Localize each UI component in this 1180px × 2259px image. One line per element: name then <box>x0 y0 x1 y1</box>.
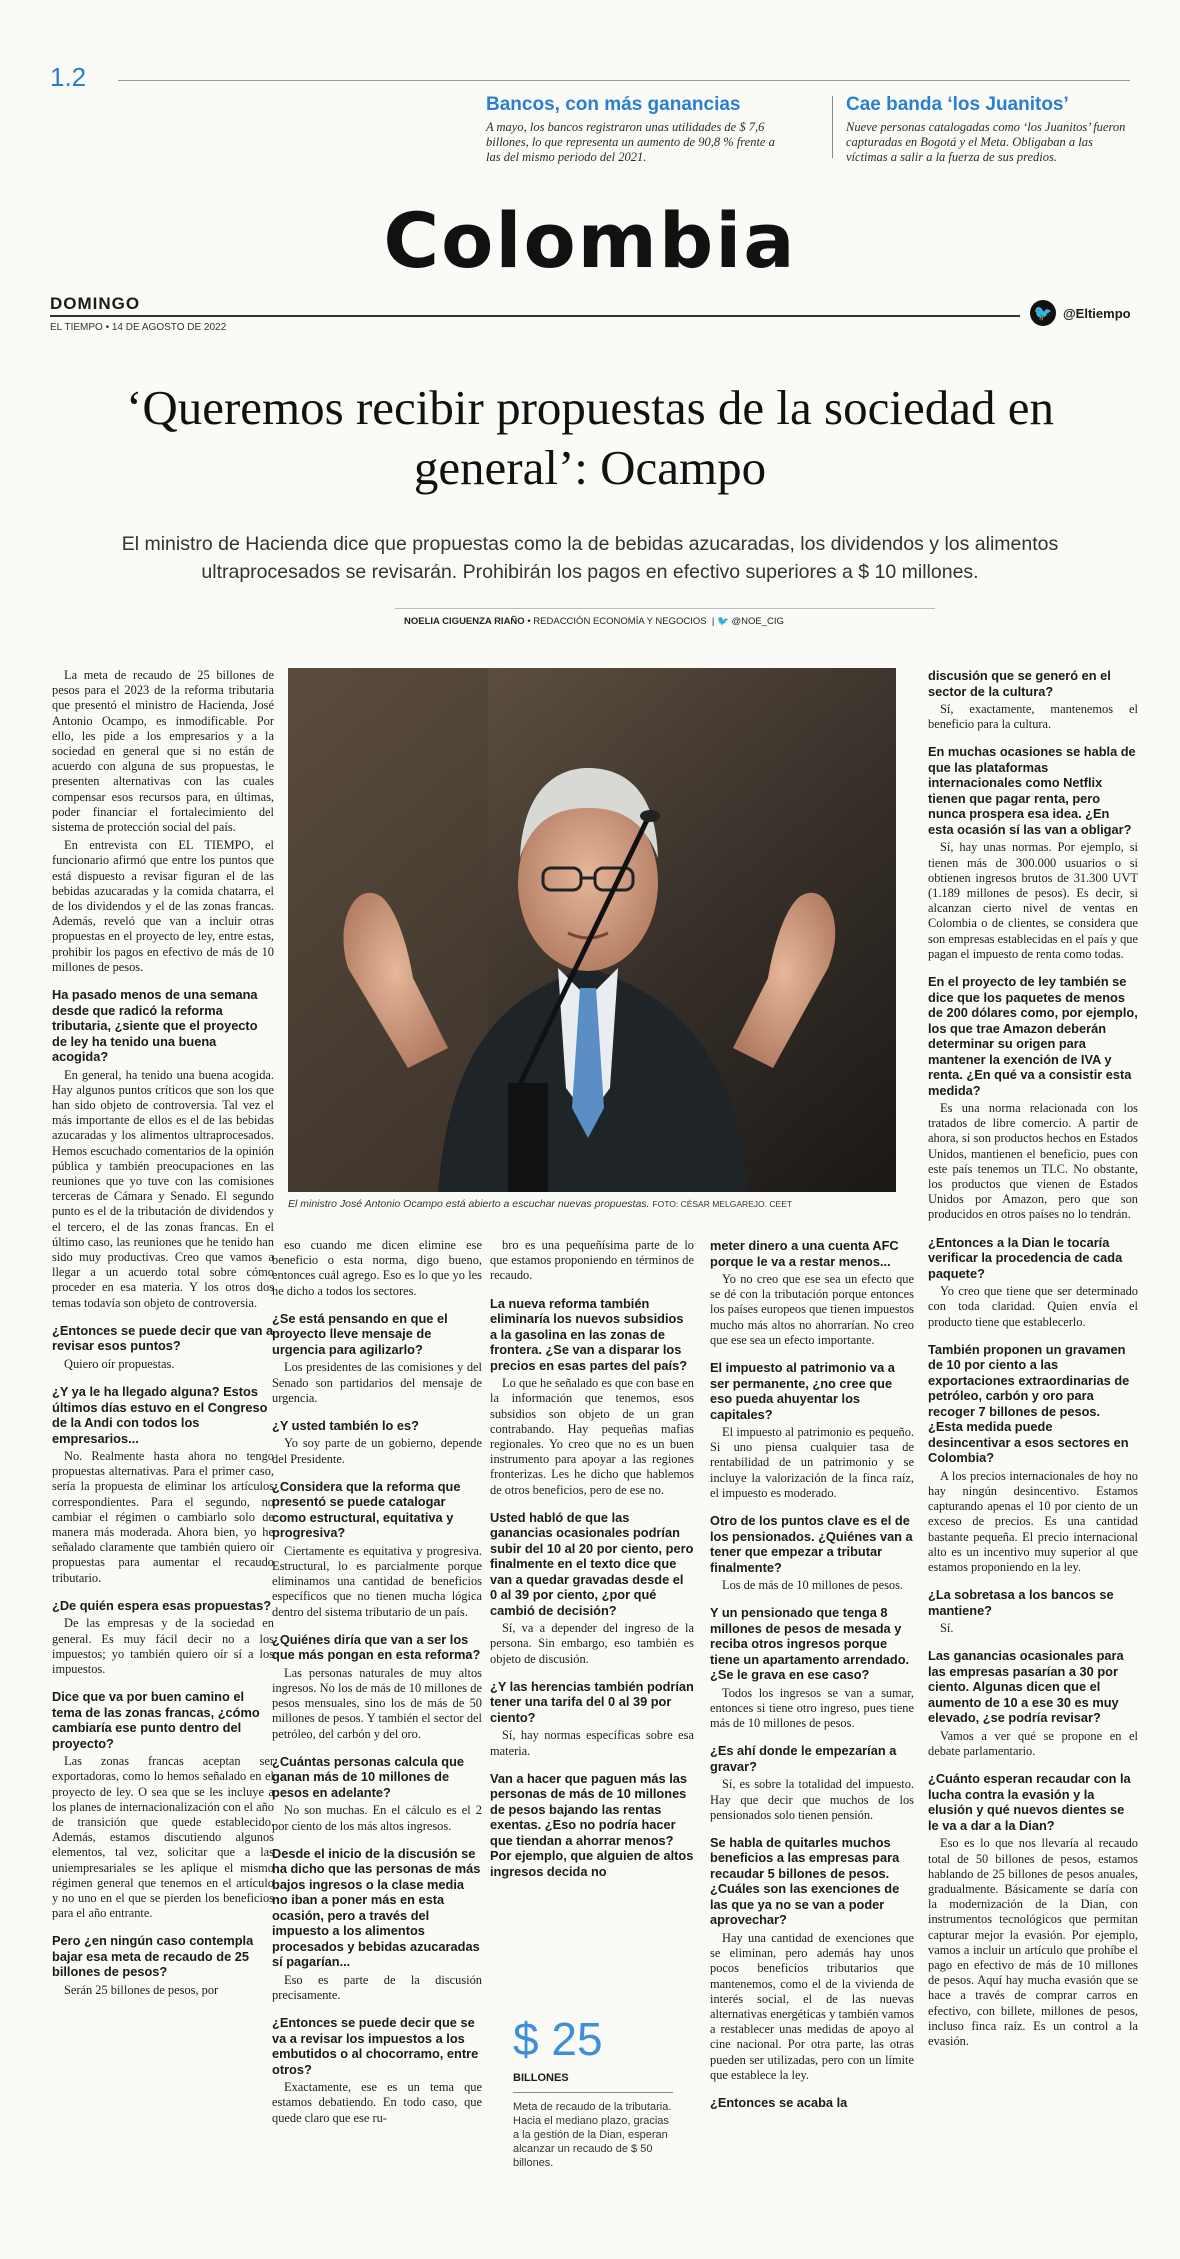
byline-desk: • REDACCIÓN ECONOMÍA Y NEGOCIOS <box>527 616 707 627</box>
body-paragraph: En general, ha tenido una buena acogida. Hay algunos puntos críticos que son los que han sido objeto de controversia. Tal vez el más importante de ellos es el de las bebidas azucaradas y los alimentos ultraprocesados. Hemos escuchado comentarios de la opinión pública y también preocupaciones en las reuniones que yo tuve con las comisiones terceras de Cámara y Senado. El segundo punto es el de la tributación de dividendos y el tercero, el de las zonas francas. En el último caso, las reuniones que he tenido han sido muy productivas. Creo que vamos a llegar a un acuerdo total sobre cómo proceder en esa materia. Y los otros dos temas todavía son objeto de controversia. <box>52 1067 274 1310</box>
teaser-title: Bancos, con más ganancias <box>486 94 741 115</box>
interview-question: Se habla de quitarles muchos beneficios a las empresas para recaudar 5 billones de pesos. ¿Cuáles son las exenciones de las que ya no se van a poder aprovechar? <box>710 1834 900 1928</box>
interview-question: Ha pasado menos de una semana desde que radicó la reforma tributaria, ¿siente que el proyecto de ley ha tenido una buena acogida? <box>52 987 258 1065</box>
teaser-text: A mayo, los bancos registraron unas utilidades de $ 7,6 billones, lo que representa un aumento de 90,8 % frente a las del mismo periodo del 2021. <box>486 120 775 164</box>
body-paragraph: Las zonas francas aceptan ser exportadoras, como lo hemos señalado en el proyecto de ley. O sea que se les incluye a los planes de internacionalización con el año de transición que quede establecido. Además, estamos discutiendo algunos elementos, tal vez, solicitar que a las uniempresariales se les aplique el mismo régimen general que tenemos en el artículo y no uno en el que se pierden los beneficios para el año entrante. <box>52 1754 274 1921</box>
interview-question: ¿La sobretasa a los bancos se mantiene? <box>928 1587 1114 1618</box>
teaser-title: Cae banda ‘los Juanitos’ <box>846 94 1069 115</box>
stat-text: Meta de recaudo de la tributaria. Hacia el mediano plazo, gracias a la gestión de la Dian, esperan alcanzar un recaudo de $ 50 billones. <box>513 2101 672 2169</box>
body-paragraph: Lo que he señalado es que con base en la información que tenemos, esos subsidios son objeto de un gran contrabando. Hay pequeñas mafias regionales. Yo creo que no es un buen instrumento para apoyar a las regiones fronterizas. Les he dicho que hablemos de otros beneficios, pero de ese no. <box>490 1376 694 1497</box>
teaser-banks[interactable] <box>486 94 776 165</box>
body-paragraph: Sí, hay unas normas. Por ejemplo, si tienen más de 300.000 usuarios o si obtienen ingresos brutos de 31.300 UVT (1.189 millones de pesos). Es decir, si alcanzan cierto nivel de ventas en Colombia o de clientes, se considera que son empresas establecidas en el país y que pagan el impuesto de renta como todas. <box>928 840 1138 961</box>
interview-question: Las ganancias ocasionales para las empresas pasarían a 30 por ciento. Algunas dicen que el aumento de 10 a ese 30 es muy elevado, ¿se podría revisar? <box>928 1648 1124 1726</box>
body-paragraph: Hay una cantidad de exenciones que se eliminan, pero además hay unos pocos beneficios tributarios que mantenemos, como el de la vivienda de interés social, el de las nuevas alternativas energéticas y también vamos a restablecer unas medidas de apoyo al cine nacional. Por otra parte, las otras pueden ser utilizadas, pero con un límite que establece la ley. <box>710 1930 914 2082</box>
body-paragraph: Sí. <box>940 1621 954 1636</box>
body-paragraph: De las empresas y de la sociedad en general. Es muy fácil decir no a los impuestos; yo también quiero oír sí a los impuestos. <box>52 1616 274 1676</box>
body-paragraph: Serán 25 billones de pesos, por <box>64 1982 219 1997</box>
body-paragraph: No. Realmente hasta ahora no tengo propuestas alternativas. Para el primer caso, sería la propuesta de eliminar los artículos correspondientes. Para el segundo, no cambiar el régimen o cambiarlo solo de manera más moderada. Ahora bien, yo he señalado claramente que también quiero oír propuestas para aumentar el recaudo tributario. <box>52 1449 274 1585</box>
interview-question: meter dinero a una cuenta AFC porque le va a restar menos... <box>710 1238 899 1269</box>
article-column-2 <box>272 1238 482 2253</box>
interview-question: También proponen un gravamen de 10 por ciento a las exportaciones extraordinarias de petróleo, carbón y oro para recoger 7 billones de pesos. ¿Esta medida puede desincentivar a esos sectores en Colombia? <box>928 1341 1130 1466</box>
interview-question: Usted habló de que las ganancias ocasionales podrían subir del 10 al 20 por ciento, pero finalmente en el texto dice que van a quedar gravadas desde el 0 al 39 por ciento, ¿por qué cambió de decisión? <box>490 1509 694 1618</box>
body-paragraph: Yo no creo que ese sea un efecto que se dé con la tributación porque entonces los países europeos que tienen impuestos mucho más altos no ahorrarían. No creo que ese sea un efecto importante. <box>710 1272 914 1347</box>
interview-question: ¿De quién espera esas propuestas? <box>52 1597 272 1613</box>
interview-question: Van a hacer que paguen más las personas de más de 10 millones de pesos bajando las rentas exentas. ¿Eso no podría hacer que tiendan a ahorrar menos? Por ejemplo, que alguien de altos ingresos decida no <box>490 1770 694 1879</box>
byline-handle[interactable]: @NOE_CIG <box>731 616 784 627</box>
dateline: EL TIEMPO • 14 DE AGOSTO DE 2022 <box>50 322 227 333</box>
interview-question: Pero ¿en ningún caso contempla bajar esa meta de recaudo de 25 billones de pesos? <box>52 1933 254 1980</box>
interview-question: En el proyecto de ley también se dice que los paquetes de menos de 200 dólares como, por ejemplo, los que trae Amazon deberán determinar su origen para mantener la exención de IVA y renta. ¿En qué va a consistir esta medida? <box>928 974 1138 1098</box>
body-paragraph: Los de más de 10 millones de pesos. <box>722 1578 904 1593</box>
body-paragraph: Sí, hay normas específicas sobre esa materia. <box>490 1728 694 1758</box>
body-paragraph: A los precios internacionales de hoy no hay ningún desincentivo. Estamos capturando apenas el 10 por ciento de un exceso de precios. Es una cantidad bastante pequeña. El precio internacional alto es un incentivo muy superior al que estamos proponiendo en la ley. <box>928 1468 1138 1574</box>
day-label: DOMINGO <box>50 294 141 313</box>
teaser-gang[interactable] <box>846 94 1136 165</box>
body-paragraph: Yo creo que tiene que ser determinado con toda claridad. Quien envía el producto tiene que establecerlo. <box>928 1284 1138 1329</box>
body-paragraph: Las personas naturales de muy altos ingresos. No los de más de 10 millones de pesos mensuales, sino los de más de 50 millones de pesos. Y también el sector del petróleo, del carbón y del oro. <box>272 1665 482 1741</box>
top-rule <box>118 80 1130 81</box>
body-paragraph: Es una norma relacionada con los tratados de libre comercio. A partir de ahora, si son productos hechos en Estados Unidos, mantienen el beneficio, pues con este país tenemos un TLC. No obstante, los productos que vienen de Estados Unidos por Amazon, pero que son producidos en otros países no lo tendrán. <box>928 1101 1138 1222</box>
body-paragraph: Sí, es sobre la totalidad del impuesto. Hay que decir que muchos de los pensionados solo tienen pensión. <box>710 1777 914 1822</box>
masthead-rule <box>50 315 1020 317</box>
body-paragraph: eso cuando me dicen elimine ese beneficio o esta norma, digo bueno, entonces cuál agrego. Eso es lo que yo les he dicho a todos los sectores. <box>272 1238 482 1298</box>
body-paragraph: Quiero oír propuestas. <box>64 1356 175 1371</box>
photo-minister <box>288 668 896 1192</box>
body-paragraph: Eso es parte de la discusión precisamente. <box>272 1972 482 2002</box>
interview-question: ¿Considera que la reforma que presentó se puede catalogar como estructural, equitativa y progresiva? <box>272 1478 461 1541</box>
byline-top-rule <box>395 608 935 609</box>
article-column-4 <box>710 1238 914 2253</box>
interview-question: ¿Es ahí donde le empezarían a gravar? <box>710 1743 897 1774</box>
teaser-text: Nueve personas catalogadas como ‘los Juanitos’ fueron capturadas en Bogotá y el Meta. Obligaban a las víctimas a salir a la fuerza de sus predios. <box>846 120 1126 164</box>
interview-question: ¿Entonces a la Dian le tocaría verificar la procedencia de cada paquete? <box>928 1234 1123 1281</box>
article-column-5 <box>928 668 1138 2253</box>
photo-credit: FOTO: CÉSAR MELGAREJO. CEET <box>652 1199 793 1209</box>
twitter-icon: 🐦 <box>717 616 729 627</box>
interview-question: La nueva reforma también eliminaría los nuevos subsidios a la gasolina en las zonas de frontera. ¿Se van a disparar los precios en esas partes del país? <box>490 1295 688 1373</box>
twitter-handle[interactable]: @Eltiempo <box>1063 306 1131 321</box>
stat-rule <box>513 2092 673 2093</box>
interview-question: ¿Se está pensando en que el proyecto lleve mensaje de urgencia para agilizarlo? <box>272 1310 448 1357</box>
caption-text: El ministro José Antonio Ocampo está abierto a escuchar nuevas propuestas. <box>288 1198 650 1210</box>
body-paragraph: El impuesto al patrimonio es pequeño. Si uno piensa cualquier tasa de rentabilidad de un patrimonio y se incluye la valorización de la finca raíz, el impuesto es moderado. <box>710 1425 914 1500</box>
interview-question: ¿Entonces se puede decir que van a revisar esos puntos? <box>52 1322 274 1354</box>
interview-question: ¿Cuánto esperan recaudar con la lucha contra la evasión y la elusión y qué nuevos dientes se le va a dar a la Dian? <box>928 1771 1131 1833</box>
body-paragraph: La meta de recaudo de 25 billones de pesos para el 2023 de la reforma tributaria que presentó el ministro de Hacienda, José Antonio Ocampo, es inmodificable. Por ello, les pide a los empresarios y a la sociedad en general que si no están de acuerdo con alguna de sus propuestas, le presenten alternativas con las cuales compensar esos recursos para, en últimas, poder financiar el fortalecimiento del sistema de protección social del país. <box>52 668 274 835</box>
article-column-1 <box>52 668 274 2253</box>
interview-question: En muchas ocasiones se habla de que las plataformas internacionales como Netflix tienen que pagar renta, pero nunca prospera esa idea. ¿En esta ocasión sí las van a obligar? <box>928 744 1136 837</box>
dek: El ministro de Hacienda dice que propuestas como la de bebidas azucaradas, los dividendos y los alimentos ultraprocesados se revisarán. Prohibirán los pagos en efectivo superiores a $ 10 millones. <box>121 533 1059 583</box>
body-paragraph: No son muchas. En el cálculo es el 2 por ciento de los más altos ingresos. <box>272 1803 482 1833</box>
section-title: Colombia <box>383 196 797 285</box>
article-column-3 <box>490 1238 694 1998</box>
stat-label: BILLONES <box>513 2072 569 2084</box>
interview-question: Desde el inicio de la discusión se ha dicho que las personas de más bajos ingresos o la clase media no iban a poner más en esta ocasión, pero a través del impuesto a los alimentos procesados y bebidas azucaradas sí pagarían... <box>272 1845 481 1970</box>
interview-question: ¿Y usted también lo es? <box>272 1417 419 1433</box>
interview-question: discusión que se generó en el sector de la cultura? <box>928 668 1111 699</box>
body-paragraph: Sí, va a depender del ingreso de la persona. Sin embargo, eso también es objeto de discusión. <box>490 1621 694 1666</box>
body-paragraph: bro es una pequeñísima parte de lo que estamos proponiendo en términos de recaudo. <box>490 1238 694 1283</box>
photo-illustration <box>288 668 896 1192</box>
interview-question: ¿Y las herencias también podrían tener una tarifa del 0 al 39 por ciento? <box>490 1678 694 1725</box>
headline: ‘Queremos recibir propuestas de la sociedad en general’: Ocampo <box>126 380 1054 495</box>
interview-question: ¿Y ya le ha llegado alguna? Estos últimos días estuvo en el Congreso de la Andi con todos los empresarios... <box>52 1384 268 1446</box>
stat-value: $ 25 <box>513 2013 603 2065</box>
interview-question: ¿Entonces se puede decir que se va a revisar los impuestos a los embutidos o al chocorramo, entre otros? <box>272 2015 479 2077</box>
interview-question: El impuesto al patrimonio va a ser permanente, ¿no cree que eso pueda ahuyentar los capitales? <box>710 1360 895 1422</box>
body-paragraph: Los presidentes de las comisiones y del Senado son partidarios del mensaje de urgencia. <box>272 1360 482 1405</box>
body-paragraph: Yo soy parte de un gobierno, depende del Presidente. <box>272 1436 482 1466</box>
teaser-divider <box>832 96 833 158</box>
byline-author: NOELIA CIGUENZA RIAÑO <box>404 616 525 627</box>
body-paragraph: Sí, exactamente, mantenemos el beneficio para la cultura. <box>928 702 1138 732</box>
interview-question: ¿Cuántas personas calcula que ganan más de 10 millones de pesos en adelante? <box>272 1753 465 1800</box>
body-paragraph: Ciertamente es equitativa y progresiva. Estructural, lo es parcialmente porque eliminamos una cantidad de beneficios específicos que no tienen mucha lógica dentro del sistema tributario de un país. <box>272 1543 482 1619</box>
interview-question: Y un pensionado que tenga 8 millones de pesos de mesada y reciba otros ingresos porque tiene un apartamento arrendado. ¿Se le grava en ese caso? <box>710 1605 910 1683</box>
interview-question: Otro de los puntos clave es el de los pensionados. ¿Quiénes van a tener que empezar a tributar finalmente? <box>710 1513 913 1575</box>
body-paragraph: Vamos a ver qué se propone en el debate parlamentario. <box>928 1728 1138 1759</box>
body-paragraph: Todos los ingresos se van a sumar, entonces si tiene otro ingreso, pues tiene más de 10 millones de pesos. <box>710 1685 914 1731</box>
body-paragraph: En entrevista con EL TIEMPO, el funcionario afirmó que entre los puntos que está dispuesto a revisar figuran el de las bebidas azucaradas y la comida chatarra, el de los dividendos y el de las zonas francas. Además, reveló que van a incluir otras propuestas en el proyecto de ley, entre estas, prohibir los pagos en efectivo de más de 10 millones de pesos. <box>52 838 274 974</box>
byline: NOELIA CIGUENZA RIAÑO • REDACCIÓN ECONOMÍA Y NEGOCIOS | 🐦 @NOE_CIG <box>404 616 784 627</box>
twitter-icon: 🐦 <box>1030 300 1056 326</box>
page-number: 1.2 <box>50 62 87 92</box>
interview-question: Dice que va por buen camino el tema de las zonas francas, ¿cómo cambiaría ese punto dentro del proyecto? <box>52 1689 260 1751</box>
interview-question: ¿Quiénes diría que van a ser los que más pongan en esta reforma? <box>272 1631 481 1663</box>
photo-caption <box>288 1198 898 1210</box>
body-paragraph: Eso es lo que nos llevaría al recaudo total de 50 billones de pesos, estamos hablando de 25 billones de pesos anuales, gradualmente. Básicamente se daría con la modernización de la Dian, con instrumentos tecnológicos que permitan capturar mejor la evasión. Por ejemplo, vamos a incluir un artículo que prohíbe el pago en efectivo de más de 10 millones de pesos. Aquí hay mucha evasión que se hace a través de comprar carros en efectivo, con billete, millones de pesos, incluso finca raíz. Es un control a la evasión. <box>928 1836 1138 2048</box>
interview-question: ¿Entonces se acaba la <box>710 2094 848 2110</box>
body-paragraph: Exactamente, ese es un tema que estamos debatiendo. En todo caso, que quede claro que ese ru- <box>272 2080 482 2125</box>
